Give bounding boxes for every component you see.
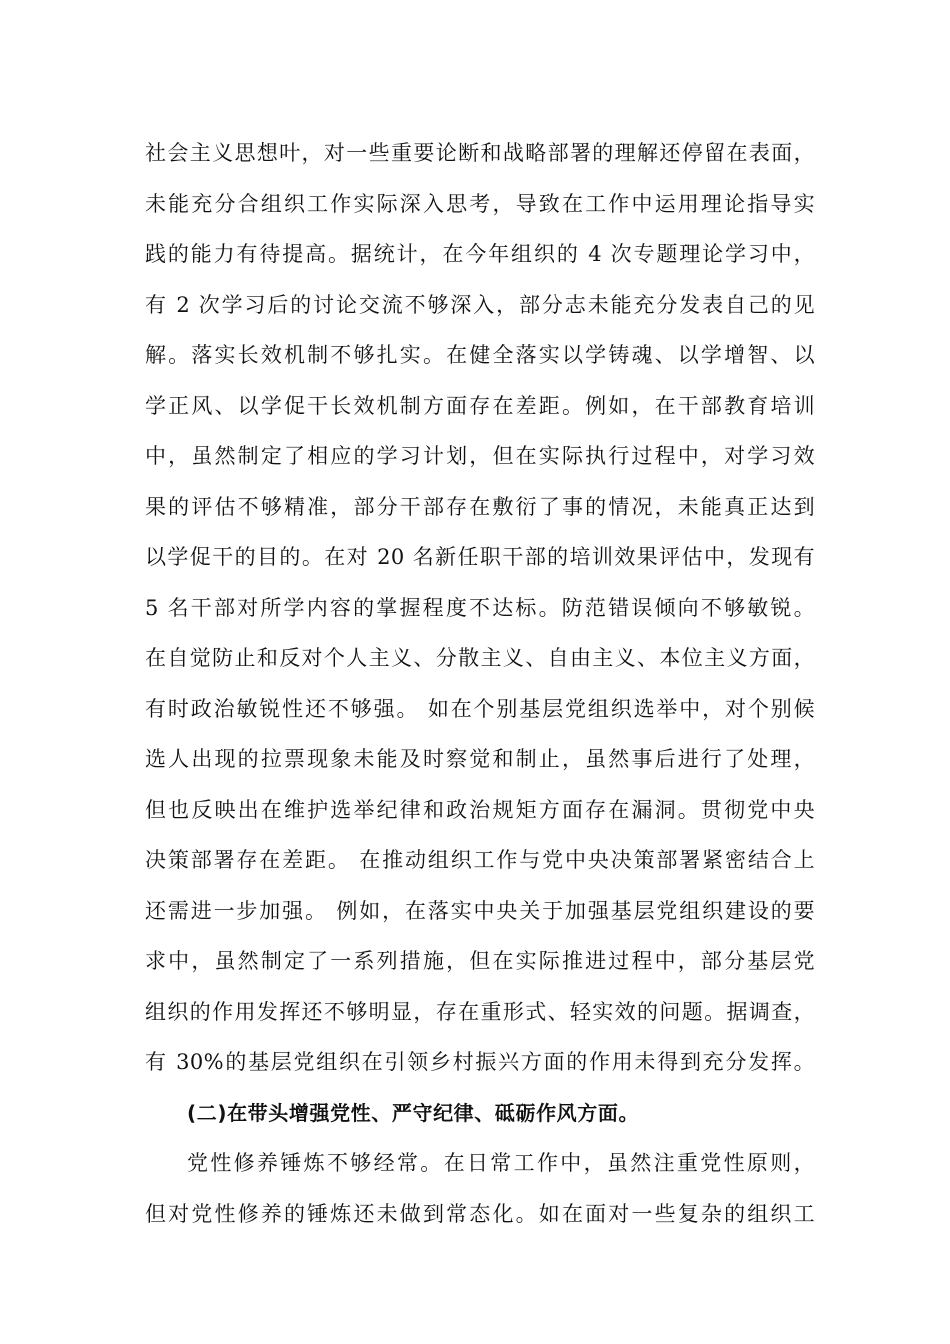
text-line: 但也反映出在维护选举纪律和政治规矩方面存在漏洞。贯彻党中央 (145, 798, 815, 822)
text-line: 有时政治敏锐性还不够强。 如在个别基层党组织选举中，对个别候 (145, 697, 815, 721)
text-line: 选人出现的拉票现象未能及时察觉和制止，虽然事后进行了处理， (145, 747, 815, 771)
text-line: 还需进一步加强。 例如，在落实中央关于加强基层党组织建设的要 (145, 899, 815, 923)
text-line: 学正风、以学促干长效机制方面存在差距。例如，在干部教育培训 (145, 394, 815, 418)
text-line: 有 30%的基层党组织在引领乡村振兴方面的作用未得到充分发挥。 (145, 1050, 815, 1074)
text-line: 5 名干部对所学内容的掌握程度不达标。防范错误倾向不够敏锐。 (145, 596, 815, 620)
text-line: 以学促干的目的。在对 20 名新任职干部的培训效果评估中，发现有 (145, 545, 815, 569)
text-line: 解。落实长效机制不够扎实。在健全落实以学铸魂、以学增智、以 (145, 343, 815, 367)
text-line: 在自觉防止和反对个人主义、分散主义、自由主义、本位主义方面， (145, 646, 815, 670)
text-line: 中，虽然制定了相应的学习计划，但在实际执行过程中，对学习效 (145, 444, 815, 468)
text-line: 未能充分合组织工作实际深入思考，导致在工作中运用理论指导实 (145, 192, 815, 216)
text-line: 有 2 次学习后的讨论交流不够深入，部分志未能充分发表自己的见 (145, 293, 815, 317)
text-line: 求中，虽然制定了一系列措施，但在实际推进过程中，部分基层党 (145, 949, 815, 973)
text-line: 党性修养锤炼不够经常。在日常工作中，虽然注重党性原则， (187, 1151, 815, 1175)
section-heading: (二)在带头增强党性、严守纪律、砥砺作风方面。 (187, 1101, 640, 1125)
text-line: 但对党性修养的锤炼还未做到常态化。如在面对一些复杂的组织工 (145, 1202, 815, 1226)
text-line: 果的评估不够精准，部分干部存在敷衍了事的情况，未能真正达到 (145, 495, 815, 519)
text-line: 决策部署存在差距。 在推动组织工作与党中央决策部署紧密结合上 (145, 848, 815, 872)
text-line: 社会主义思想叶，对一些重要论断和战略部署的理解还停留在表面， (145, 141, 815, 165)
text-line: 践的能力有待提高。据统计，在今年组织的 4 次专题理论学习中， (145, 242, 815, 266)
text-line: 组织的作用发挥还不够明显，存在重形式、轻实效的问题。据调查， (145, 1000, 815, 1024)
